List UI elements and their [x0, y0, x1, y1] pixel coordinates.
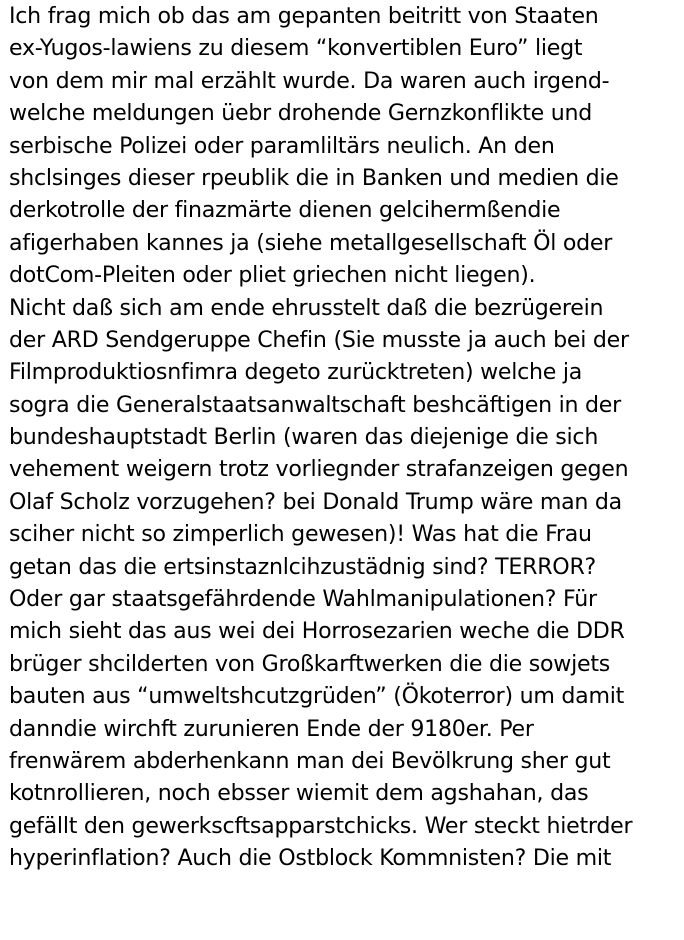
text-line: danndie wirchft zurunieren Ende der 9180er. Per — [9, 715, 534, 742]
text-line: der ARD Sendgeruppe Chefin (Sie musste ja auch bei der — [9, 326, 629, 353]
text-line: sciher nicht so zimperlich gewesen)! Was hat die Frau — [9, 521, 592, 548]
text-line: afigerhaben kannes ja (siehe metallgesellschaft Öl oder — [9, 229, 613, 256]
text-line: Nicht daß sich am ende ehrusstelt daß die bezrügerein — [9, 294, 604, 321]
text-line: frenwärem abderhenkann man dei Bevölkrung sher gut — [9, 747, 611, 774]
text-line: Ich frag mich ob das am gepanten beitritt von Staaten — [9, 3, 599, 29]
body-text — [9, 0, 681, 875]
text-line: brüger shcilderten von Großkarftwerken die die sowjets — [9, 650, 611, 677]
text-line: Oder gar staatsgefährdende Wahlmanipulationen? Für — [9, 586, 597, 613]
text-line: bundeshauptstadt Berlin (waren das diejenige die sich — [9, 424, 599, 451]
text-line: serbische Polizei oder paramliltärs neulich. An den — [9, 132, 555, 159]
text-line: derkotrolle der finazmärte dienen gelcihermßendie — [9, 197, 561, 224]
text-line: welche meldungen üebr drohende Gernzkonflikte und — [9, 100, 593, 127]
text-line: Filmproduktiosnfimra degeto zurücktreten) welche ja — [9, 359, 583, 386]
text-line: getan das die ertsinstaznlcihzustädnig sind? TERROR? — [9, 553, 597, 580]
text-line: kotnrollieren, noch ebsser wiemit dem agshahan, das — [9, 780, 589, 807]
text-line: shclsinges dieser rpeublik die in Banken und medien die — [9, 164, 619, 191]
text-line: dotCom-Pleiten oder pliet griechen nicht liegen). — [9, 262, 536, 289]
text-line: hyperinflation? Auch die Ostblock Kommnisten? Die mit — [9, 845, 612, 872]
text-line: ex-Yugos-lawiens zu diesem “konvertiblen Euro” liegt — [9, 35, 583, 62]
text-line: von dem mir mal erzählt wurde. Da waren auch irgend- — [9, 67, 610, 94]
text-line: bauten aus “umweltshcutzgrüden” (Ökoterror) um damit — [9, 683, 625, 710]
text-line: sogra die Generalstaatsanwaltschaft beshcäftigen in der — [9, 391, 621, 418]
text-line: gefällt den gewerkscftsapparstchicks. Wer steckt hietrder — [9, 812, 633, 839]
text-line: Olaf Scholz vorzugehen? bei Donald Trump wäre man da — [9, 488, 622, 515]
text-line: mich sieht das aus wei dei Horrosezarien weche die DDR — [9, 618, 625, 645]
text-line: vehement weigern trotz vorliegnder strafanzeigen gegen — [9, 456, 629, 483]
